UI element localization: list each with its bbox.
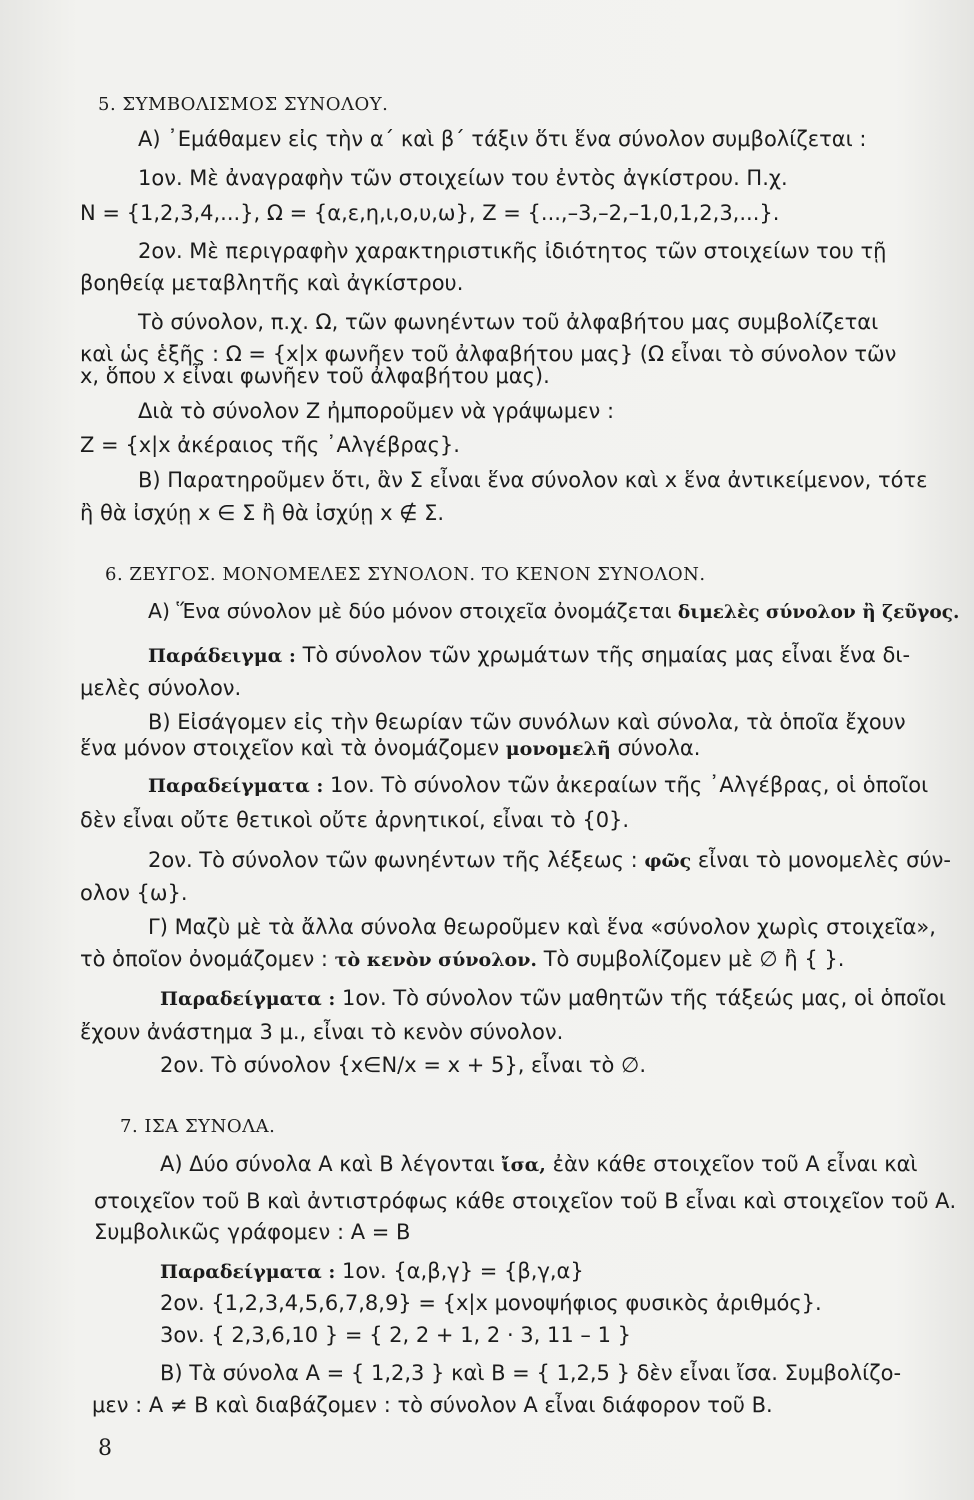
paragraph-line: Z = {x|x ἀκέραιος τῆς ᾿Αλγέβρας}. bbox=[80, 433, 460, 457]
bold-term: Παραδείγματα : bbox=[148, 775, 324, 797]
paragraph-line: Παραδείγματα : 1ον. Τὸ σύνολον τῶν μαθητῶν τῆς τάξεώς μας, οἱ ὁποῖοι bbox=[160, 986, 947, 1010]
bold-term: διμελὲς σύνολον bbox=[677, 602, 856, 623]
paragraph-line: Γ) Μαζὺ μὲ τὰ ἄλλα σύνολα θεωροῦμεν καὶ ἕνα «σύνολον χωρὶς στοιχεῖα», bbox=[148, 915, 936, 939]
paragraph-line: N = {1,2,3,4,...}, Ω = {α,ε,η,ι,ο,υ,ω}, Z = {...,–3,–2,–1,0,1,2,3,...}. bbox=[80, 201, 780, 225]
paragraph-line: Α) Δύο σύνολα Α καὶ Β λέγονται ἴσα, ἐὰν κάθε στοιχεῖον τοῦ Α εἶναι καὶ bbox=[160, 1152, 918, 1176]
section-7-heading: 7. ΙΣΑ ΣΥΝΟΛΑ. bbox=[120, 1116, 276, 1137]
section-5-heading: 5. ΣΥΜΒΟΛΙΣΜΟΣ ΣΥΝΟΛΟΥ. bbox=[98, 94, 389, 115]
paragraph-line: ἕνα μόνον στοιχεῖον καὶ τὰ ὀνομάζομεν μονομελῆ σύνολα. bbox=[80, 736, 701, 760]
paragraph-line: Παραδείγματα : 1ον. {α,β,γ} = {β,γ,α} bbox=[160, 1259, 584, 1283]
paragraph-line: 2ον. Τὸ σύνολον τῶν φωνηέντων τῆς λέξεως : φῶς εἶναι τὸ μονομελὲς σύν- bbox=[148, 848, 951, 872]
section-6-heading: 6. ΖΕΥΓΟΣ. ΜΟΝΟΜΕΛΕΣ ΣΥΝΟΛΟΝ. ΤΟ ΚΕΝΟΝ ΣΥΝΟΛΟΝ. bbox=[105, 564, 706, 585]
paragraph-line: 3ον. { 2,3,6,10 } = { 2, 2 + 1, 2 · 3, 11 – 1 } bbox=[160, 1323, 631, 1347]
paragraph-line: Α) ᾿Εμάθαμεν εἰς τὴν α΄ καὶ β΄ τάξιν ὅτι ἕνα σύνολον συμβολίζεται : bbox=[138, 127, 867, 151]
paragraph-line: στοιχεῖον τοῦ Β καὶ ἀντιστρόφως κάθε στοιχεῖον τοῦ Β εἶναι καὶ στοιχεῖον τοῦ Α. bbox=[94, 1189, 957, 1213]
paragraph-line: Συμβολικῶς γράφομεν : Α = Β bbox=[94, 1220, 411, 1244]
bold-term: Παραδείγματα : bbox=[160, 1261, 336, 1283]
paragraph-line: 2ον. Τὸ σύνολον {x∈N/x = x + 5}, εἶναι τὸ ∅. bbox=[160, 1053, 646, 1077]
paragraph-line: μελὲς σύνολον. bbox=[80, 676, 242, 700]
bold-term: Παραδείγματα : bbox=[160, 988, 336, 1010]
paragraph-line: μεν : Α ≠ Β καὶ διαβάζομεν : τὸ σύνολον Α εἶναι διάφορον τοῦ Β. bbox=[92, 1393, 773, 1417]
paragraph-line: 2ον. Μὲ περιγραφὴν χαρακτηριστικῆς ἰδιότητος τῶν στοιχείων του τῇ bbox=[138, 239, 887, 263]
paragraph-line: Παραδείγματα : 1ον. Τὸ σύνολον τῶν ἀκεραίων τῆς ᾿Αλγέβρας, οἱ ὁποῖοι bbox=[148, 773, 929, 797]
paragraph-line: 2ον. {1,2,3,4,5,6,7,8,9} = {x|x μονοψήφιος φυσικὸς ἀριθμός}. bbox=[160, 1291, 822, 1315]
paragraph-line: Β) Τὰ σύνολα Α = { 1,2,3 } καὶ Β = { 1,2,5 } δὲν εἶναι ἴσα. Συμβολίζο- bbox=[160, 1361, 902, 1385]
paragraph-line: δὲν εἶναι οὔτε θετικοὶ οὔτε ἀρνητικοί, εἶναι τὸ {0}. bbox=[80, 808, 630, 832]
paragraph-line: ἔχουν ἀνάστημα 3 μ., εἶναι τὸ κενὸν σύνολον. bbox=[80, 1020, 564, 1044]
bold-term: φῶς bbox=[644, 850, 692, 872]
paragraph-line: ἢ θὰ ἰσχύῃ x ∈ Σ ἢ θὰ ἰσχύῃ x ∉ Σ. bbox=[80, 501, 445, 525]
paragraph-line: βοηθείᾳ μεταβλητῆς καὶ ἀγκίστρου. bbox=[80, 271, 464, 295]
paragraph-line: Β) Εἰσάγομεν εἰς τὴν θεωρίαν τῶν συνόλων καὶ σύνολα, τὰ ὁποῖα ἔχουν bbox=[148, 710, 906, 734]
bold-term: μονομελῆ bbox=[505, 738, 611, 760]
paragraph-line: Τὸ σύνολον, π.χ. Ω, τῶν φωνηέντων τοῦ ἀλφαβήτου μας συμβολίζεται bbox=[138, 310, 879, 334]
bold-term: τὸ κενὸν σύνολον. bbox=[334, 949, 538, 971]
paragraph-line: Α) Ἕνα σύνολον μὲ δύο μόνον στοιχεῖα ὀνομάζεται διμελὲς σύνολον ἢ ζεῦγος. bbox=[148, 599, 960, 623]
paragraph-line: Παράδειγμα : Τὸ σύνολον τῶν χρωμάτων τῆς σημαίας μας εἶναι ἕνα δι- bbox=[148, 643, 911, 667]
paragraph-line: Διὰ τὸ σύνολον Z ἠμποροῦμεν νὰ γράψωμεν : bbox=[138, 399, 615, 423]
paragraph-line: καὶ ὡς ἑξῆς : Ω = {x|x φωνῆεν τοῦ ἀλφαβήτου μας} (Ω εἶναι τὸ σύνολον τῶν bbox=[80, 342, 897, 366]
paragraph-line: Β) Παρατηροῦμεν ὅτι, ἂν Σ εἶναι ἕνα σύνολον καὶ x ἕνα ἀντικείμενον, τότε bbox=[138, 468, 928, 492]
paragraph-line: τὸ ὁποῖον ὀνομάζομεν : τὸ κενὸν σύνολον. Τὸ συμβολίζομεν μὲ ∅ ἢ { }. bbox=[80, 947, 845, 971]
page-number: 8 bbox=[98, 1436, 112, 1461]
bold-term: ἴσα, bbox=[501, 1154, 546, 1176]
paragraph-line: 1ον. Μὲ ἀναγραφὴν τῶν στοιχείων του ἐντὸς ἀγκίστρου. Π.χ. bbox=[138, 166, 788, 190]
paragraph-line: ολον {ω}. bbox=[80, 881, 188, 905]
bold-term: Παράδειγμα : bbox=[148, 645, 296, 667]
paragraph-line: x, ὅπου x εἶναι φωνῆεν τοῦ ἀλφαβήτου μας). bbox=[80, 364, 550, 388]
